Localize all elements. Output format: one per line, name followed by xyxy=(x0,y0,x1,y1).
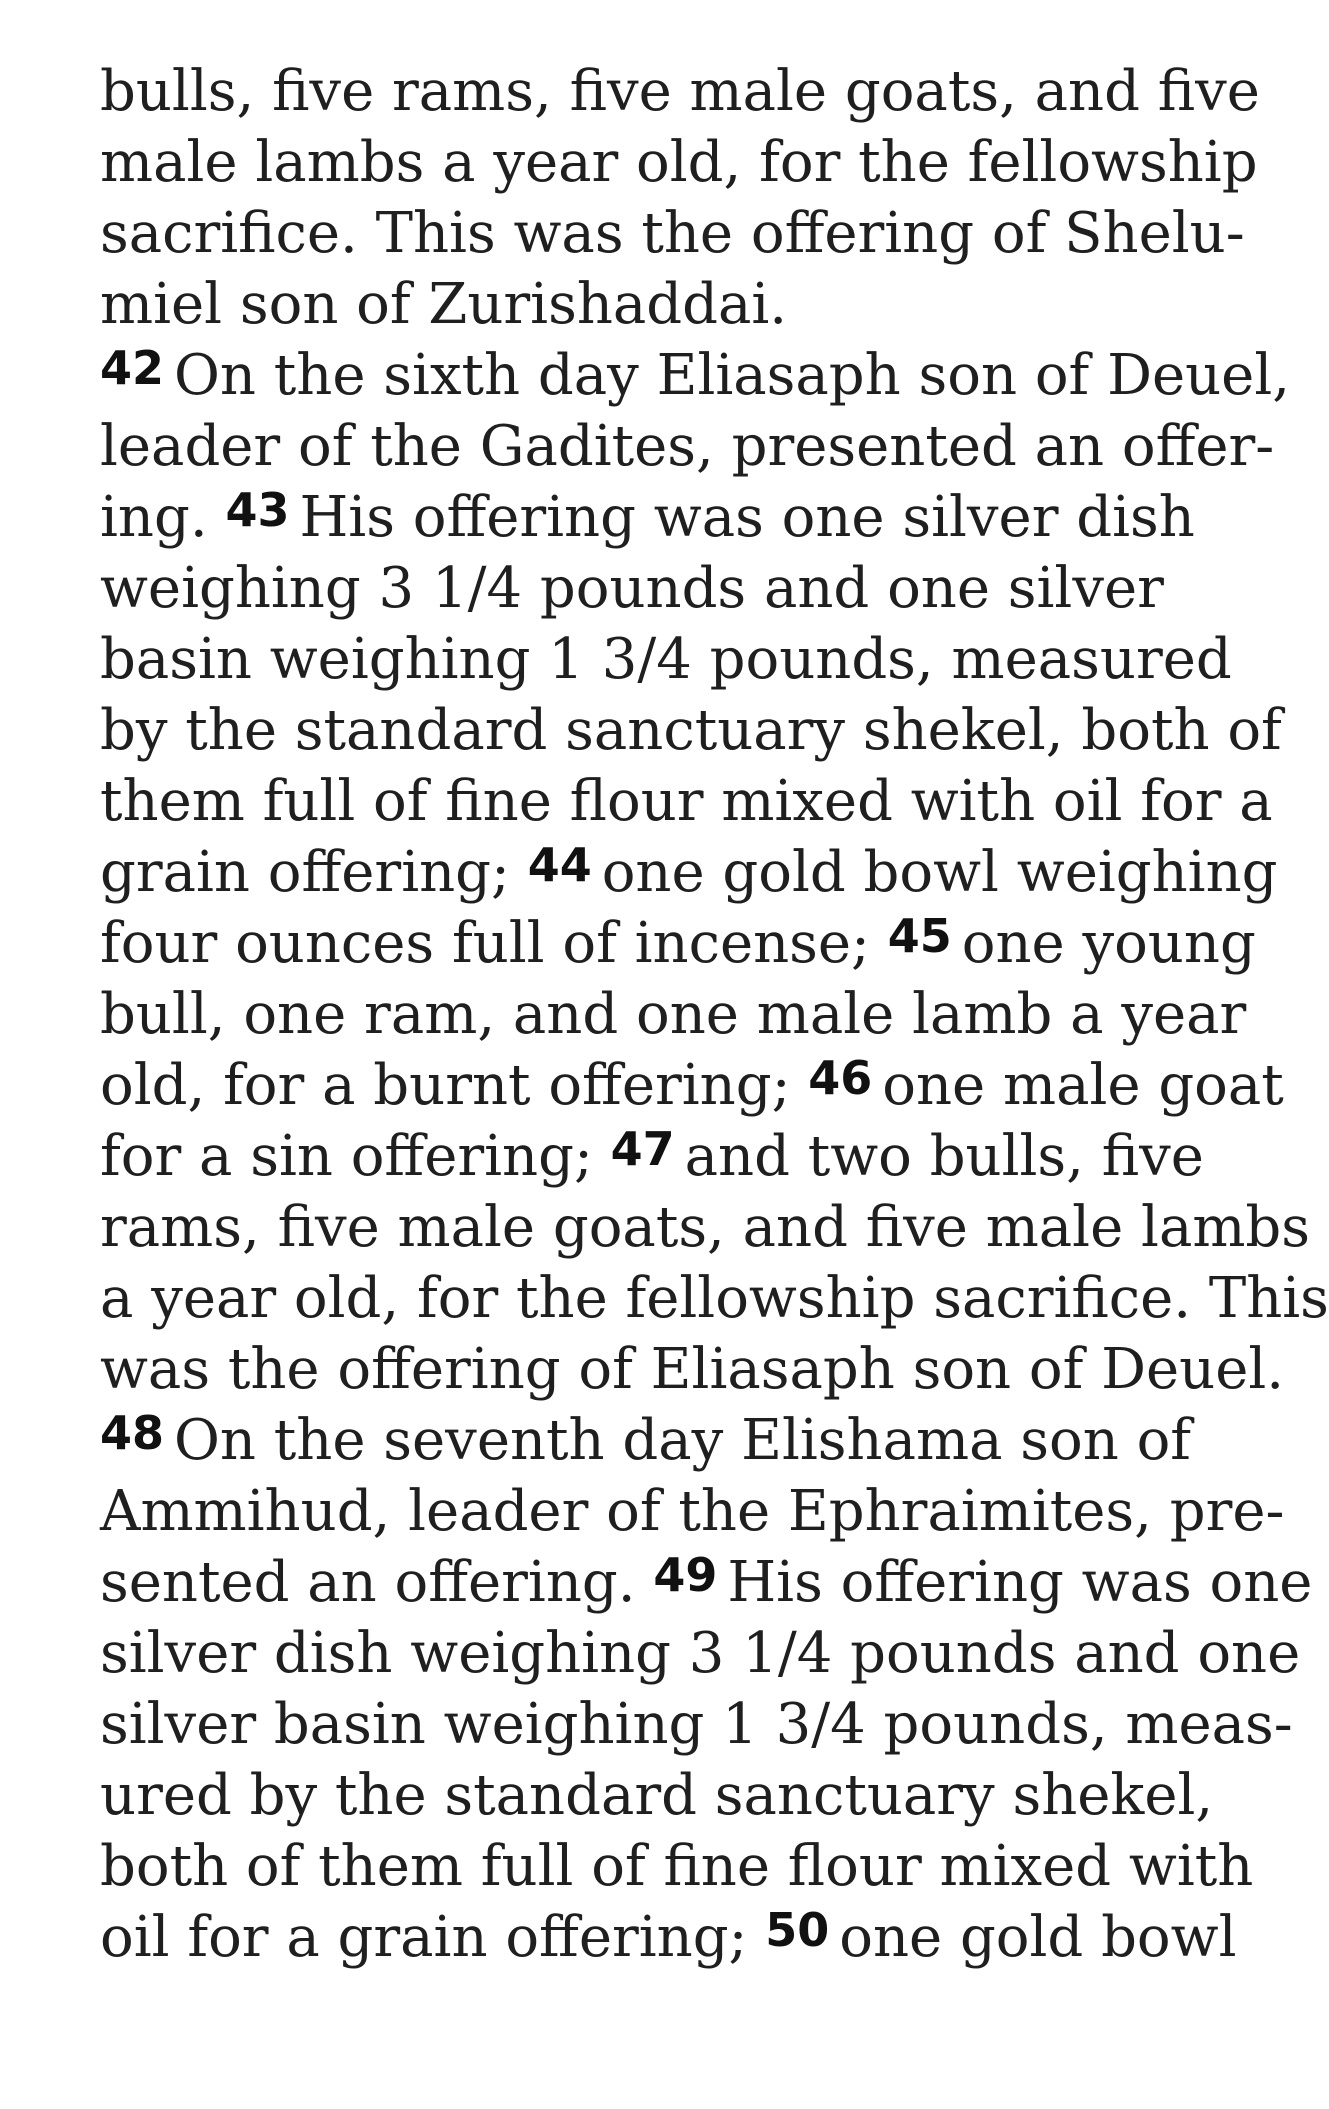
text-line xyxy=(100,1405,1190,1476)
text-line xyxy=(100,1334,1285,1405)
text-line xyxy=(100,198,1245,269)
verse-text: silver dish weighing 3 1/4 pounds and one xyxy=(100,1621,1301,1686)
verse-text: leader of the Gadites, presented an offer- xyxy=(100,414,1275,479)
verse-text: Ammihud, leader of the Ephraimites, pre- xyxy=(100,1479,1285,1544)
verse-number: 45 xyxy=(887,909,952,963)
verse-text: bull, one ram, and one male lamb a year xyxy=(100,982,1247,1047)
verse-text: one young xyxy=(961,911,1256,976)
verse-text: sacrifice. This was the offering of Shelu- xyxy=(100,201,1245,266)
verse-text: On the sixth day Eliasaph son of Deuel, xyxy=(174,343,1291,408)
verse-text: them full of fine flour mixed with oil for a xyxy=(100,769,1273,834)
verse-text: for a sin offering; xyxy=(100,1124,611,1189)
verse-text: silver basin weighing 1 3/4 pounds, meas- xyxy=(100,1692,1293,1757)
verse-text: basin weighing 1 3/4 pounds, measured xyxy=(100,627,1232,692)
verse-text: one male goat xyxy=(882,1053,1284,1118)
verse-text: one gold bowl xyxy=(839,1905,1237,1970)
text-line xyxy=(100,411,1275,482)
verse-text: one gold bowl weighing xyxy=(601,840,1278,905)
verse-text: weighing 3 1/4 pounds and one silver xyxy=(100,556,1164,621)
verse-text: On the seventh day Elishama son of xyxy=(174,1408,1192,1473)
verse-text: was the offering of Eliasaph son of Deuel. xyxy=(100,1337,1285,1402)
verse-number: 42 xyxy=(100,341,165,395)
verse-number: 50 xyxy=(765,1903,830,1957)
text-line xyxy=(100,837,1278,908)
text-line xyxy=(100,1547,1313,1618)
verse-text: rams, five male goats, and five male lambs xyxy=(100,1195,1311,1260)
verse-text: sented an offering. xyxy=(100,1550,654,1615)
verse-text: oil for a grain offering; xyxy=(100,1905,766,1970)
verse-text: ing. xyxy=(100,485,226,550)
text-line xyxy=(100,340,1291,411)
text-line xyxy=(100,979,1247,1050)
text-line xyxy=(100,553,1190,624)
verse-text: male lambs a year old, for the fellowship xyxy=(100,130,1258,195)
verse-number: 47 xyxy=(610,1122,675,1176)
text-line xyxy=(100,482,1195,553)
text-line xyxy=(100,1902,1237,1973)
text-line xyxy=(100,1689,1293,1760)
verse-text: by the standard sanctuary shekel, both of xyxy=(100,698,1282,763)
text-line xyxy=(100,1476,1285,1547)
text-line xyxy=(100,1618,1301,1689)
text-line xyxy=(100,1263,1329,1334)
text-line xyxy=(100,766,1273,837)
verse-number: 46 xyxy=(808,1051,873,1105)
text-line xyxy=(100,1760,1214,1831)
text-line xyxy=(100,1192,1311,1263)
text-line xyxy=(100,269,1190,340)
verse-text: His offering was one xyxy=(727,1550,1313,1615)
verse-text: His offering was one silver dish xyxy=(299,485,1195,550)
verse-text: and two bulls, five xyxy=(684,1124,1204,1189)
verse-text: a year old, for the fellowship sacrifice. This xyxy=(100,1266,1329,1331)
verse-text: grain offering; xyxy=(100,840,528,905)
text-line xyxy=(100,127,1258,198)
verse-text: both of them full of fine flour mixed with xyxy=(100,1834,1254,1899)
verse-number: 49 xyxy=(653,1548,718,1602)
text-line xyxy=(100,1050,1284,1121)
verse-text: old, for a burnt offering; xyxy=(100,1053,809,1118)
verse-text: ured by the standard sanctuary shekel, xyxy=(100,1763,1214,1828)
verse-number: 43 xyxy=(225,483,290,537)
text-line xyxy=(100,56,1260,127)
text-line xyxy=(100,1831,1254,1902)
verse-number: 44 xyxy=(527,838,592,892)
reading-page xyxy=(100,56,1329,1973)
verse-text: miel son of Zurishaddai. xyxy=(100,272,788,337)
verse-text: bulls, five rams, five male goats, and five xyxy=(100,59,1260,124)
verse-number: 48 xyxy=(100,1406,165,1460)
text-line xyxy=(100,624,1232,695)
text-line xyxy=(100,695,1282,766)
text-line xyxy=(100,908,1256,979)
verse-text: four ounces full of incense; xyxy=(100,911,888,976)
text-line xyxy=(100,1121,1204,1192)
